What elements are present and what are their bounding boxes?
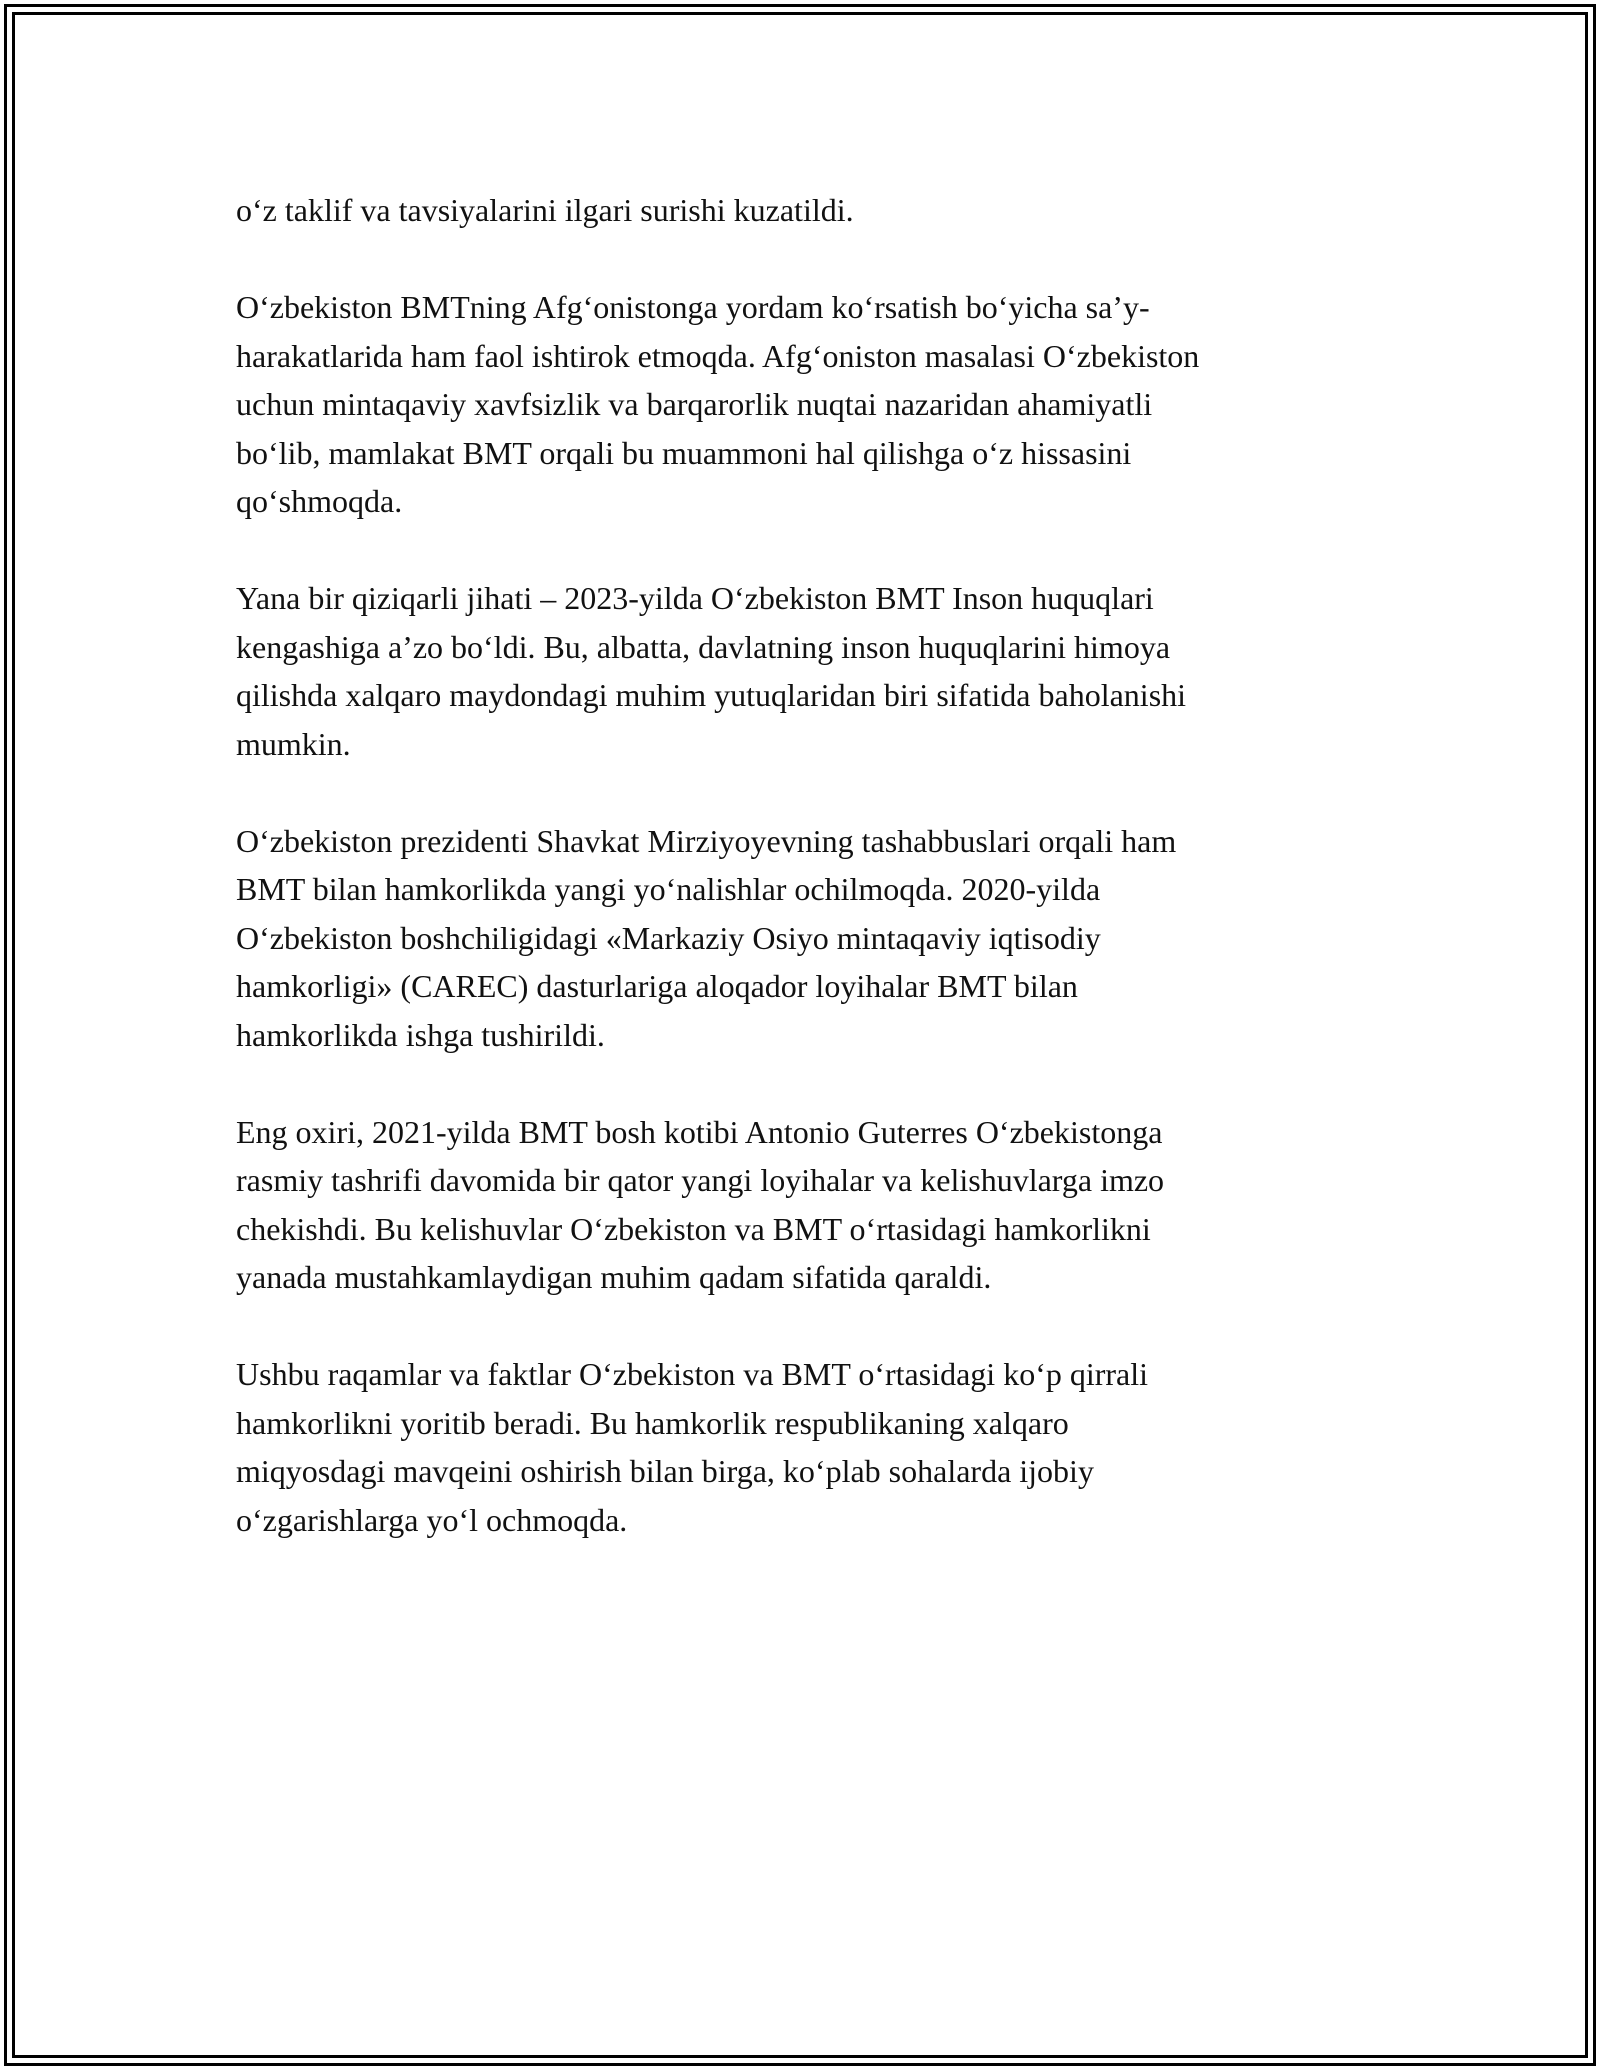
- paragraph-1: o‘z taklif va tavsiyalarini ilgari surishi kuzatildi.: [236, 192, 854, 228]
- paragraph-6: Ushbu raqamlar va faktlar O‘zbekiston va BMT o‘rtasidagi ko‘p qirrali hamkorlikni yoritib beradi. Bu hamkorlik respublikaning xalqaro miqyosdagi mavqeini oshirish bilan birga, ko‘plab sohalarda ijobiy o‘zgarishlarga yo‘l ochmoqda.: [236, 1356, 1149, 1538]
- paragraph-4: O‘zbekiston prezidenti Shavkat Mirziyoyevning tashabbuslari orqali ham BMT bilan hamkorlikda yangi yo‘nalishlar ochilmoqda. 2020-yilda O‘zbekiston boshchiligidagi «Markaziy Osiyo mintaqaviy iqtisodiy hamkorligi» (CAREC) dasturlariga aloqador loyihalar BMT bilan hamkorlikda ishga tushirildi.: [236, 822, 1177, 1053]
- document-body: [236, 186, 1366, 1593]
- paragraph-5: Eng oxiri, 2021-yilda BMT bosh kotibi Antonio Guterres O‘zbekistonga rasmiy tashrifi davomida bir qator yangi loyihalar va kelishuvlarga imzo chekishdi. Bu kelishuvlar O‘zbekiston va BMT o‘rtasidagi hamkorlikni yanada mustahkamlaydigan muhim qadam sifatida qaraldi.: [236, 1113, 1165, 1295]
- paragraph-3: Yana bir qiziqarli jihati – 2023-yilda O‘zbekiston BMT Inson huquqlari kengashiga a’zo bo‘ldi. Bu, albatta, davlatning inson huquqlarini himoya qilishda xalqaro maydondagi muhim yutuqlaridan biri sifatida baholanishi mumkin.: [236, 580, 1187, 762]
- paragraph-2: O‘zbekiston BMTning Afg‘onistonga yordam ko‘rsatish bo‘yicha sa’y- harakatlarida ham faol ishtirok etmoqda. Afg‘oniston masalasi O‘zbekiston uchun mintaqaviy xavfsizlik va barqarorlik nuqtai nazaridan ahamiyatli bo‘lib, mamlakat BMT orqali bu muammoni hal qilishga o‘z hissasini qo‘shmoqda.: [236, 289, 1200, 519]
